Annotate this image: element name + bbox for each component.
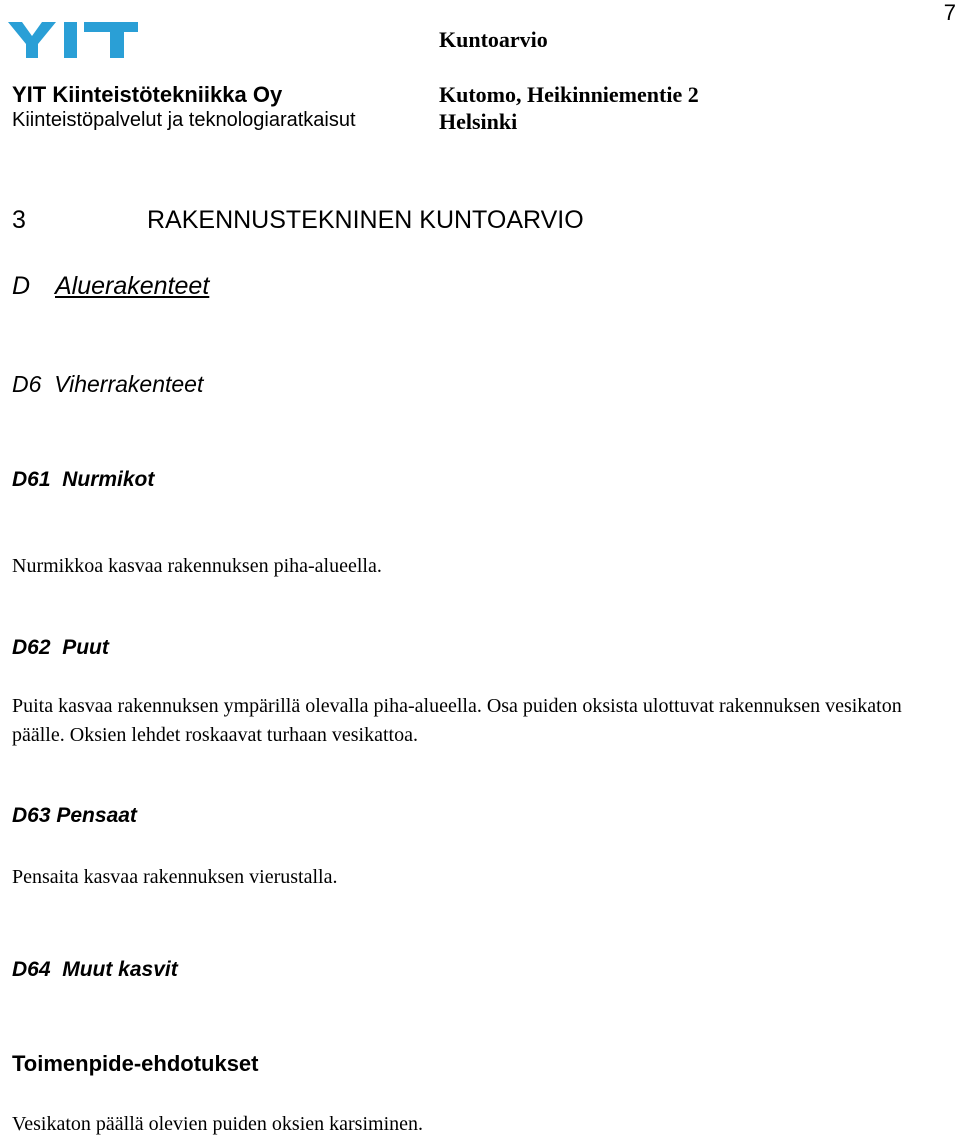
heading-d64-code: D64 <box>12 958 51 981</box>
heading-d61 <box>12 468 154 492</box>
site-city: Helsinki <box>439 109 518 134</box>
heading-d63-title: Pensaat <box>56 804 137 827</box>
yit-logo-icon <box>8 22 138 58</box>
company-name: YIT Kiinteistötekniikka Oy <box>12 82 283 107</box>
heading-d64-title: Muut kasvit <box>62 958 178 981</box>
heading-d61-title: Nurmikot <box>62 468 155 491</box>
document-title: Kuntoarvio <box>439 27 548 52</box>
heading-d63 <box>12 804 137 828</box>
heading-d-code: D <box>12 272 31 300</box>
heading-d <box>12 272 209 301</box>
heading-d62-code: D62 <box>12 636 51 659</box>
d63-text: Pensaita kasvaa rakennuksen vierustalla. <box>12 866 338 888</box>
heading-d63-code: D63 <box>12 804 51 827</box>
page-number: 7 <box>943 0 956 25</box>
yit-logo <box>8 22 138 58</box>
heading-d61-code: D61 <box>12 468 51 491</box>
actions-text: Vesikaton päällä olevien puiden oksien karsiminen. <box>12 1113 424 1135</box>
heading-d62-title: Puut <box>62 636 109 659</box>
heading-d62 <box>12 636 109 660</box>
company-subtitle: Kiinteistöpalvelut ja teknologiaratkaisut <box>12 109 356 131</box>
site-address: Kutomo, Heikinniementie 2 <box>439 82 699 107</box>
section-title: RAKENNUSTEKNINEN KUNTOARVIO <box>147 206 584 234</box>
heading-d6-title: Viherrakenteet <box>54 371 204 397</box>
section-number: 3 <box>12 206 26 234</box>
heading-d6 <box>12 371 203 398</box>
d62-text: Puita kasvaa rakennuksen ympärillä olevalla piha-alueella. Osa puiden oksista ulottuvat rakennuksen vesikaton päälle. Oksien lehdet roskaavat turhaan vesikattoa. <box>12 695 902 746</box>
heading-d-title: Aluerakenteet <box>55 272 210 300</box>
heading-d64 <box>12 958 178 982</box>
d61-text: Nurmikkoa kasvaa rakennuksen piha-alueella. <box>12 555 382 577</box>
heading-d6-code: D6 <box>12 371 42 397</box>
actions-heading: Toimenpide-ehdotukset <box>12 1051 259 1076</box>
